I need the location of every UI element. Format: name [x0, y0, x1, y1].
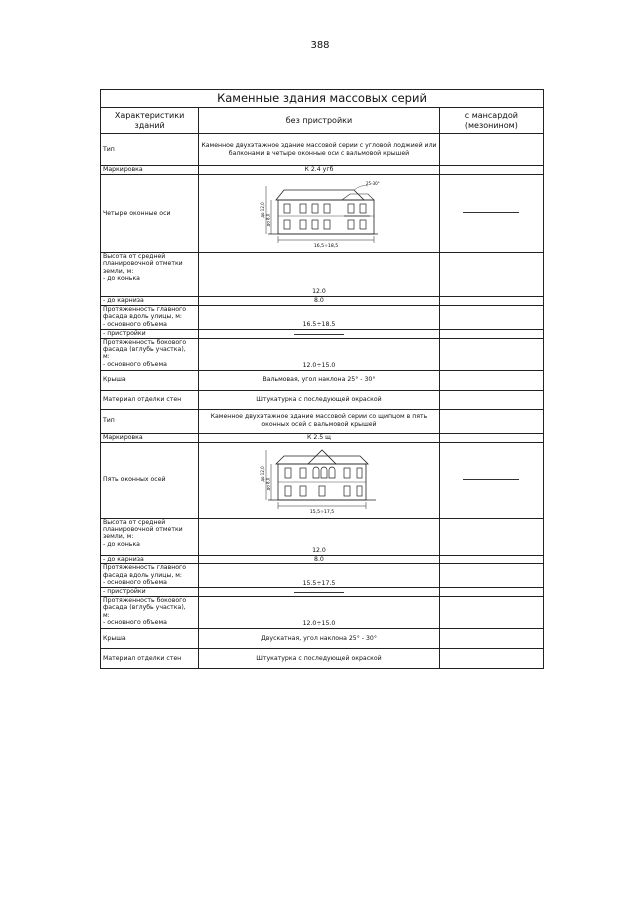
page-number: 388 [310, 40, 330, 51]
b1-roof-label: Крыша [101, 370, 199, 390]
b2-type-value: Каменное двухэтажное здание массовой серии со щипцом в пять оконных осей с вальмовой крышей [199, 409, 440, 433]
b1-marking-value: К 2.4 угб [199, 166, 440, 175]
b2-facade-drawing [254, 444, 384, 516]
b2-front-label: Протяженность главного фасада вдоль улицы, м: - основного объема [101, 564, 199, 588]
b1-eaves-value: 8.0 [199, 297, 440, 306]
b2-dim-h2: до 8,0 [265, 477, 271, 491]
header-characteristics: Характеристики зданий [101, 108, 199, 134]
b1-side-label: Протяженность бокового фасада (вглубь участка), м: - основного объема [101, 338, 199, 370]
header-no-annex: без пристройки [199, 108, 440, 134]
b1-annex-dash [294, 334, 344, 335]
b2-height-label: Высота от средней планировочной отметки земли, м: - до конька [101, 518, 199, 555]
b2-eaves-label: - до карниза [101, 555, 199, 564]
b2-front-value: 15.5÷17.5 [199, 564, 440, 588]
b1-side-value: 12.0÷15.0 [199, 338, 440, 370]
b1-walls-value: Штукатурка с последующей окраской [199, 390, 440, 409]
b1-front-value: 16.5÷18.5 [199, 305, 440, 329]
b2-side-value: 12.0÷15.0 [199, 597, 440, 629]
b1-dim-width: 16,5÷18,5 [313, 243, 339, 249]
b2-facade-drawing-cell [199, 442, 440, 518]
b1-dim-h1: до 12,0 [259, 201, 265, 218]
b1-roof-value: Вальмовая, угол наклона 25° - 30° [199, 370, 440, 390]
b1-height-label: Высота от средней планировочной отметки земли, м: - до конька [101, 253, 199, 297]
b2-axes-label: Пять оконных осей [101, 442, 199, 518]
b1-eaves-label: - до карниза [101, 297, 199, 306]
b2-annex-label: - пристройки [101, 588, 199, 597]
b1-axes-label: Четыре оконные оси [101, 175, 199, 253]
b1-dim-roof: 25-30° [365, 180, 380, 186]
b2-marking-label: Маркировка [101, 433, 199, 442]
b2-annex-dash [294, 592, 344, 593]
table-title: Каменные здания массовых серий [101, 90, 544, 108]
b2-roof-label: Крыша [101, 629, 199, 649]
b2-type-label: Тип [101, 409, 199, 433]
b1-facade-drawing-cell [199, 175, 440, 253]
buildings-table [100, 89, 544, 669]
b1-type-value: Каменное двухэтажное здание массовой серии с угловой лоджией или балконами в четыре оконные оси с вальмовой крышей [199, 134, 440, 166]
b2-eaves-value: 8.0 [199, 555, 440, 564]
b1-annex-label: - пристройки [101, 329, 199, 338]
b1-front-label: Протяженность главного фасада вдоль улицы, м: - основного объема [101, 305, 199, 329]
b1-marking-label: Маркировка [101, 166, 199, 175]
b2-walls-label: Материал отделки стен [101, 649, 199, 669]
b1-height-ridge: 12.0 [199, 253, 440, 297]
b2-dim-width: 15,5÷17,5 [309, 510, 335, 515]
header-mansard: с мансардой (мезонином) [439, 108, 543, 134]
b2-dim-h1: до 12,0 [259, 466, 265, 482]
b2-roof-value: Двускатная, угол наклона 25° - 30° [199, 629, 440, 649]
b1-walls-label: Материал отделки стен [101, 390, 199, 409]
b2-mansard-dash [463, 479, 519, 480]
b1-dim-h2: до 8,0 [265, 213, 271, 226]
b2-marking-value: К 2.5 щ [199, 433, 440, 442]
b1-type-label: Тип [101, 134, 199, 166]
b1-facade-drawing [254, 178, 384, 250]
b2-walls-value: Штукатурка с последующей окраской [199, 649, 440, 669]
b1-mansard-dash [463, 212, 519, 213]
b2-side-label: Протяженность бокового фасада (вглубь участка), м: - основного объема [101, 597, 199, 629]
b2-height-ridge: 12.0 [199, 518, 440, 555]
